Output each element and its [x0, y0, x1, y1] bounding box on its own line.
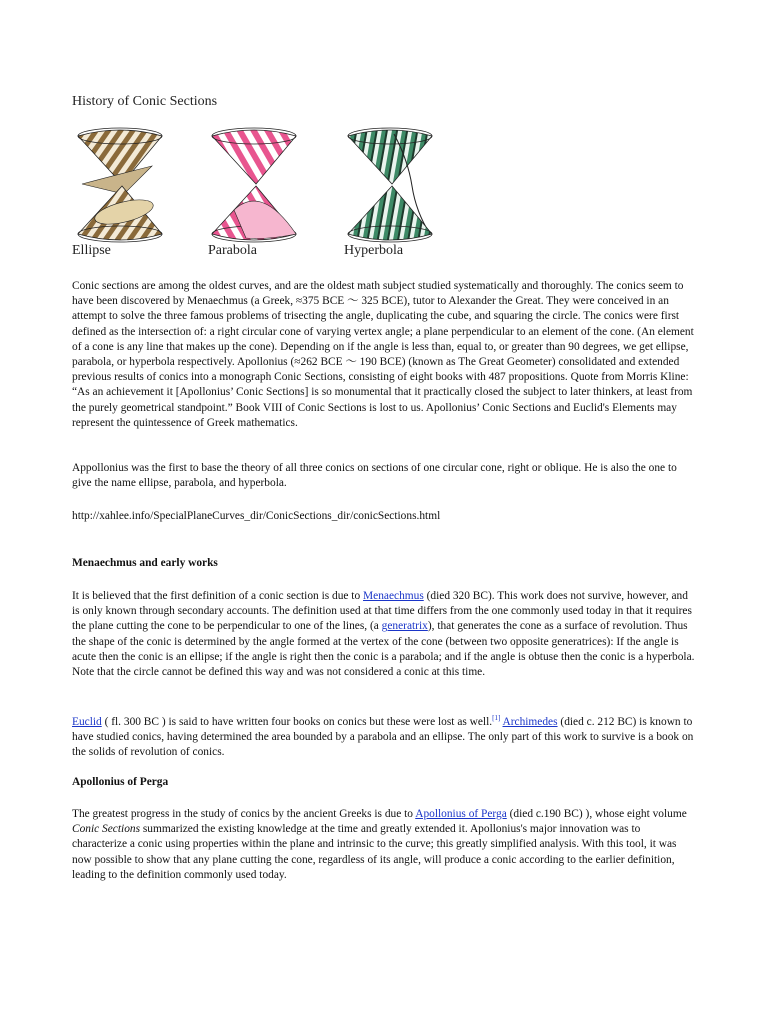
menaechmus-text-c: ), that generates the cone as a surface of revolution. Thus the shape of the conic is determined by the angle formed at the vertex of the cone (between two opposite generatrices): If the angle is acute then the conic is an ellipse; if the angle is right then the conic is a parabola; and if the angle is obtuse then the conic is a hyperbola. Note that the circle cannot be defined this way and was not considered a conic at this time. [72, 620, 695, 679]
parabola-cone-figure [206, 126, 302, 244]
parabola-caption: Parabola [208, 243, 257, 258]
apollonius-text-b: (died c.190 BC) ), whose eight volume [506, 808, 687, 820]
intro-paragraph: Conic sections are among the oldest curves, and are the oldest math subject studied systematically and thoroughly. The conics seem to have been discovered by Menaechmus (a Greek, ≈375 BCE ～ 325 BCE), tutor to Alexander the Great. They were conceived in an attempt to solve the three famous problems of trisecting the angle, duplicating the cube, and squaring the circle. The conics were first defined as the intersection of: a right circular cone of varying vertex angle; a plane perpendicular to an element of the cone. (An element of a cone is any line that makes up the cone). Depending on if the angle is less than, equal to, or greater than 90 degrees, we get ellipse, parabola, or hyperbola respectively. Apollonius (≈262 BCE ～ 190 BCE) (known as The Great Geometer) consolidated and extended previous results of conics into a monograph Conic Sections, consisting of eight books with 487 propositions. Quote from Morris Kline: “As an achievement it [Apollonius’ Conic Sections] is so monumental that it practically closed the subject to later thinkers, at least from the purely geometrical standpoint.” Book VIII of Conic Sections is lost to us. Apollonius’ Conic Sections and Euclid's Elements may represent the quintessence of Greek mathematics. [72, 280, 694, 429]
hyperbola-caption: Hyperbola [344, 243, 404, 258]
menaechmus-text-a: It is believed that the first definition of a conic section is due to [72, 590, 364, 602]
hyperbola-cone-illustration [342, 126, 438, 244]
hyperbola-cone-figure [342, 126, 438, 244]
ellipse-caption: Ellipse [72, 243, 111, 258]
ellipse-cone-figure [72, 126, 168, 244]
menaechmus-heading: Menaechmus and early works [72, 557, 218, 569]
apollonius-link[interactable]: Apollonius of Perga [415, 808, 507, 820]
apollonius-heading: Apollonius of Perga [72, 776, 169, 788]
generatrix-link[interactable]: generatrix [381, 620, 428, 633]
parabola-cone-illustration [206, 126, 302, 244]
euclid-link[interactable]: Euclid [72, 715, 102, 728]
euclid-text-a: ( fl. 300 BC ) is said to have written four books on conics but these were lost as well. [101, 715, 493, 728]
euclid-text-b: (died c. 212 BC) is known to have studied conics, having determined the area bounded by a parabola and an ellipse. The only part of this work to survive is a book on the solids of revolution of conics. [72, 715, 694, 759]
euclid-paragraph [72, 711, 696, 760]
ellipse-cone-illustration [72, 126, 168, 244]
apollonius-paragraph [72, 807, 696, 883]
page-title: History of Conic Sections [72, 94, 218, 109]
reference-1[interactable]: [1] [492, 714, 501, 722]
menaechmus-link[interactable]: Menaechmus [363, 590, 424, 602]
menaechmus-text-b: (died 320 BC). This work does not survive, however, and is only known through secondary accounts. The definition used at that time differs from the one commonly used today in that it requires the plane cutting the cone to be perpendicular to one of the lines, (a [72, 590, 692, 633]
conic-sections-title: Conic Sections [72, 823, 141, 836]
menaechmus-paragraph [72, 589, 696, 680]
archimedes-link[interactable]: Archimedes [502, 715, 558, 728]
apollonius-text-c: summarized the existing knowledge at the time and greatly extended it. Apollonius's major innovation was to characterize a conic using properties within the plane and intrinsic to the curve; this greatly simplified analysis. With this tool, it was now possible to show that any plane cutting the cone, regardless of its angle, will produce a conic according to the earlier definition, leading to the definition commonly used today. [72, 823, 677, 881]
apollonius-text-a: The greatest progress in the study of conics by the ancient Greeks is due to [72, 808, 416, 820]
apollonius-naming-paragraph: Appollonius was the first to base the theory of all three conics on sections of one circular cone, right or oblique. He is also the one to give the name ellipse, parabola, and hyperbola. [72, 462, 677, 490]
source-url: http://xahlee.info/SpecialPlaneCurves_dir/ConicSections_dir/conicSections.html [72, 510, 441, 522]
